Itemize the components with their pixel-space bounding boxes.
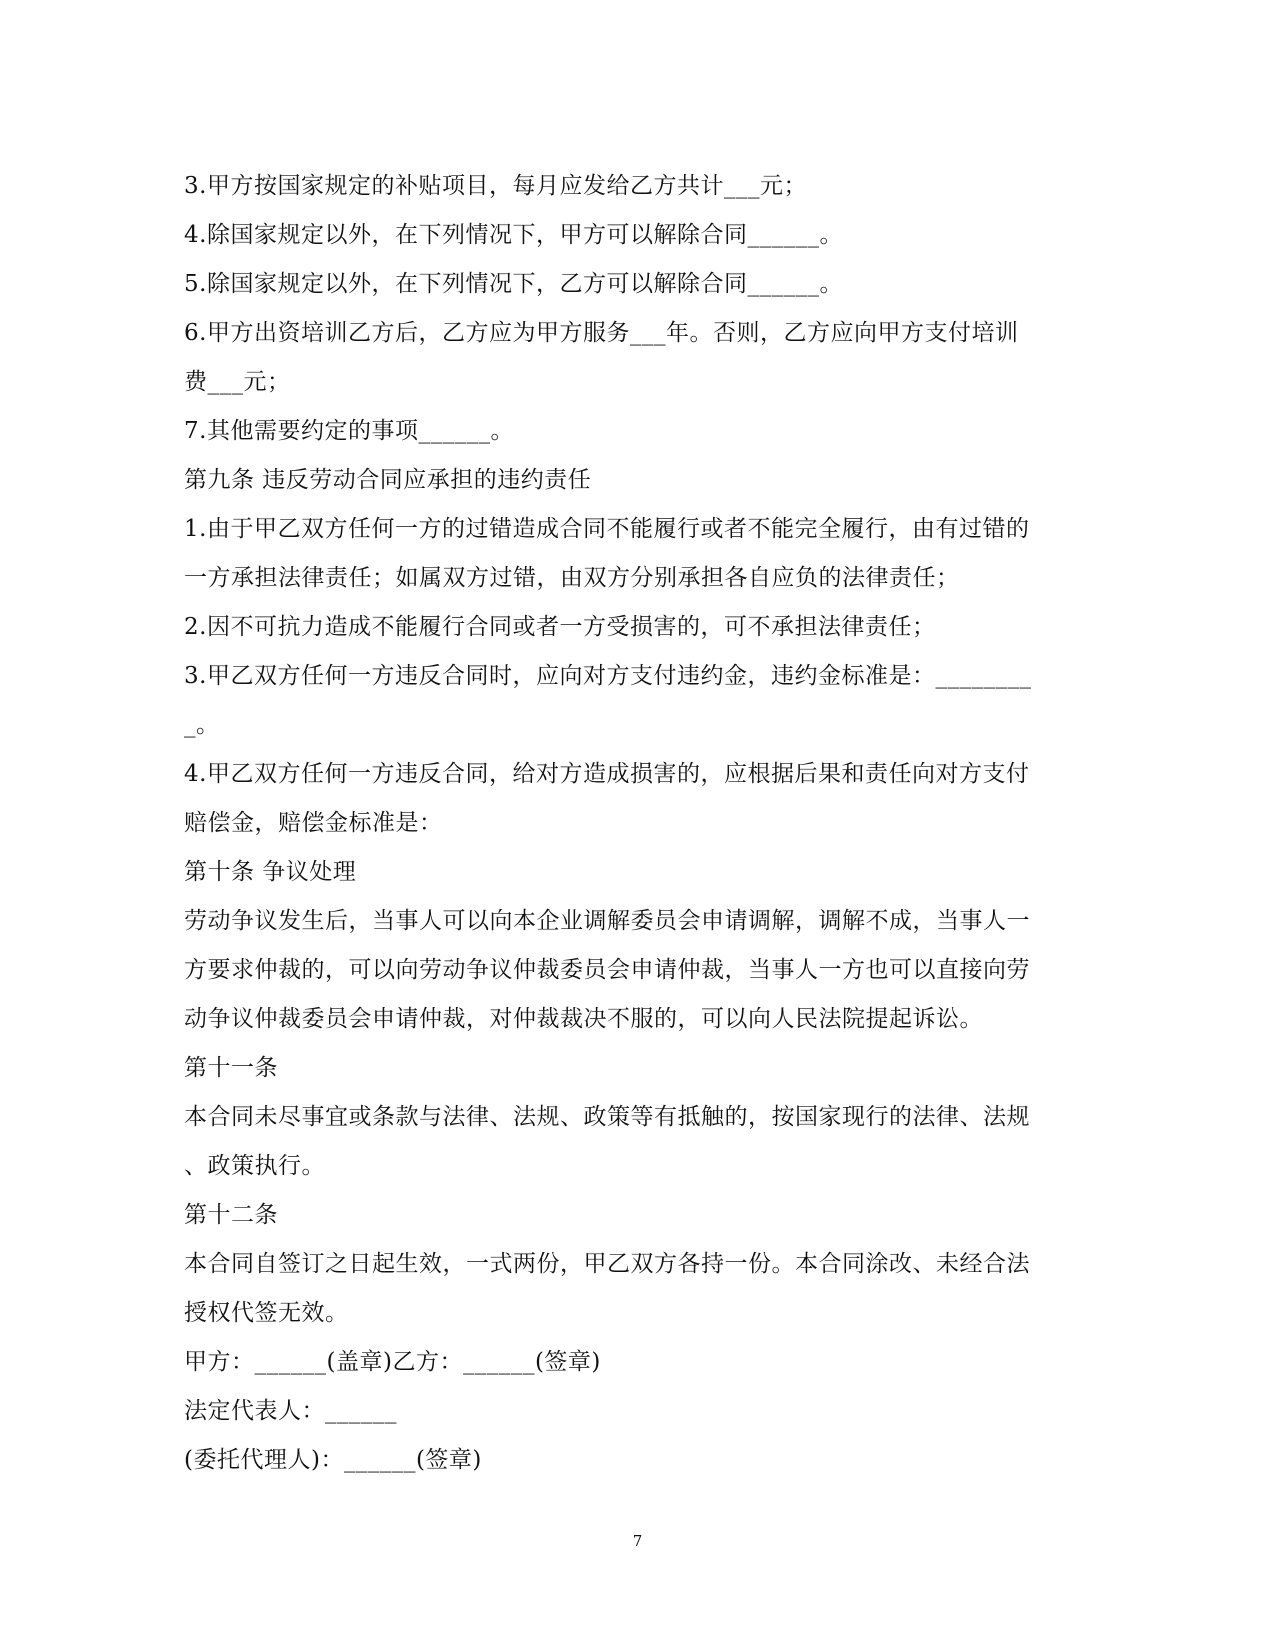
signature-party-line: 甲方：______(盖章)乙方：______(签章): [184, 1349, 601, 1375]
page-number: 7: [632, 1532, 643, 1550]
text-line-item-3: 3.甲方按国家规定的补贴项目，每月应发给乙方共计___元；: [184, 173, 807, 199]
article-12-heading: 第十二条: [184, 1202, 278, 1228]
text-line-art11-para-2: 、政策执行。: [184, 1153, 325, 1179]
legal-representative-line: 法定代表人：______: [184, 1398, 397, 1424]
article-10-heading: 第十条 争议处理: [184, 859, 357, 885]
text-line-item-6-cont: 费___元；: [184, 369, 291, 395]
article-9-heading: 第九条 违反劳动合同应承担的违约责任: [184, 467, 592, 493]
text-line-art9-item-3: 3.甲乙双方任何一方违反合同时，应向对方支付违约金，违约金标准是：________: [184, 663, 1032, 689]
text-line-item-5: 5.除国家规定以外，在下列情况下，乙方可以解除合同______。: [184, 271, 843, 297]
authorized-agent-line: (委托代理人)：______(签章): [184, 1447, 482, 1473]
text-line-art11-para-1: 本合同未尽事宜或条款与法律、法规、政策等有抵触的，按国家现行的法律、法规: [184, 1104, 1030, 1130]
text-line-art9-item-1: 1.由于甲乙双方任何一方的过错造成合同不能履行或者不能完全履行，由有过错的: [184, 516, 1030, 542]
article-11-heading: 第十一条: [184, 1055, 278, 1081]
text-line-art9-item-4: 4.甲乙双方任何一方违反合同，给对方造成损害的，应根据后果和责任向对方支付: [184, 761, 1030, 787]
text-line-art10-para-2: 方要求仲裁的，可以向劳动争议仲裁委员会申请仲裁，当事人一方也可以直接向劳: [184, 957, 1030, 983]
text-line-item-4: 4.除国家规定以外，在下列情况下，甲方可以解除合同______。: [184, 222, 843, 248]
text-line-art9-item-2: 2.因不可抗力造成不能履行合同或者一方受损害的，可不承担法律责任；: [184, 614, 936, 640]
text-line-art10-para-3: 动争议仲裁委员会申请仲裁，对仲裁裁决不服的，可以向人民法院提起诉讼。: [184, 1006, 983, 1032]
text-line-item-6: 6.甲方出资培训乙方后，乙方应为甲方服务___年。否则，乙方应向甲方支付培训: [184, 320, 1019, 346]
text-line-item-7: 7.其他需要约定的事项______。: [184, 418, 514, 444]
text-line-art12-para-2: 授权代签无效。: [184, 1300, 349, 1326]
document-body: [184, 162, 1084, 1485]
text-line-art9-item-3-cont: _。: [184, 712, 220, 738]
text-line-art10-para-1: 劳动争议发生后，当事人可以向本企业调解委员会申请调解，调解不成，当事人一: [184, 908, 1030, 934]
text-line-art12-para-1: 本合同自签订之日起生效，一式两份，甲乙双方各持一份。本合同涂改、未经合法: [184, 1251, 1030, 1277]
text-line-art9-item-4-cont: 赔偿金，赔偿金标准是：: [184, 810, 443, 836]
text-line-art9-item-1-cont: 一方承担法律责任；如属双方过错，由双方分别承担各自应负的法律责任；: [184, 565, 960, 591]
